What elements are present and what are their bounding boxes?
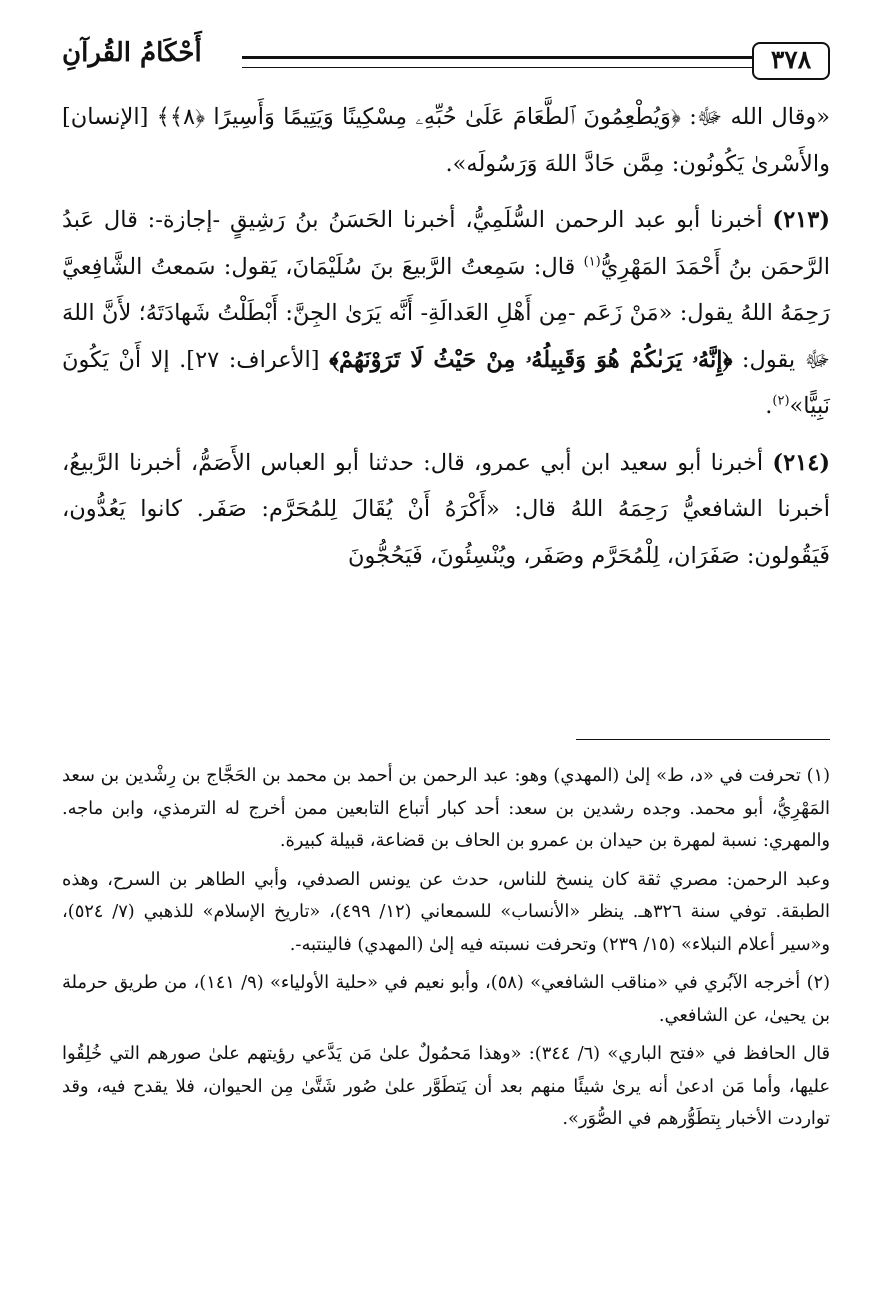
book-title: أَحْكَامُ القُرآنِ <box>62 38 202 68</box>
footnote-text: تحرفت في «د، ط» إلىٰ (المهدي) وهو: عبد الرحمن بن أحمد بن محمد بن الحَجَّاج بن رِشْدين بن سعد المَهْرِيُّ، أبو محمد. وجده رشدين بن سعد: أحد كبار أتباع التابعين ممن أخرج له الترمذي، وابن ماجه. والمهري: نسبة لمهرة بن حيدان بن عمرو بن الحاف بن قضاعة، قبيلة كبيرة. <box>62 765 830 851</box>
narration-text: . <box>765 393 773 419</box>
narration-213 <box>62 197 830 430</box>
page-number: ٣٧٨ <box>752 42 830 80</box>
narration-text: أخبرنا أبو سعيد ابن أبي عمرو، قال: حدثنا أبو العباس الأَصَمُّ، أخبرنا الرَّبيعُ، أخبرنا الشافعيُّ رَحِمَهُ اللهُ قال: «أَكْرَهُ أَنْ يُقَالَ لِلمُحَرَّم: صَفَر. كانوا يَعُدُّون، فَيَقُولون: صَفَرَان، لِلْمُحَرَّم وصَفَر، ويُنْسِئُونَ، فَيَحُجُّونَ <box>62 449 830 569</box>
footnote-ref[interactable]: (١) <box>583 254 601 269</box>
footnote-ref[interactable]: (٢) <box>772 393 790 409</box>
narration-214 <box>62 440 830 580</box>
footnote-text: قال الحافظ في «فتح الباري» (٦/ ٣٤٤): «وهذا مَحمُولٌ علىٰ مَن يَدَّعي رؤيتهم علىٰ صورهم التي خُلِقُوا عليها، وأما مَن ادعىٰ أنه يرىٰ شيئًا منهم بعد أن يَتطَوَّر علىٰ صُور شَتَّىٰ مِن الحيوان، فلا يقدح فيه، وقد تواردت الأخبار بِتطَوُّرهم في الصُّوَر». <box>62 1043 830 1129</box>
footnote-separator <box>576 739 830 740</box>
main-text <box>62 94 830 579</box>
narration-text: أخبرنا أبو عبد الرحمن السُّلَمِيُّ، أخبرنا الحَسَنُ بنُ رَشِيقٍ -إجازة-: قال عَبدُ الرَّحمَن بنُ أَحْمَدَ المَهْرِيُّ <box>62 207 830 280</box>
footnote-text: وعبد الرحمن: مصري ثقة كان ينسخ للناس، حدث عن يونس الصدفي، وأبي الطاهر بن السرح، وهذه الطبقة. توفي سنة ٣٢٦هـ. ينظر «الأنساب» للسمعاني (١٢/ ٤٩٩)، «تاريخ الإسلام» للذهبي (٧/ ٥٢٤)، و«سير أعلام النبلاء» (١٥/ ٢٣٩) وتحرفت نسبته فيه إلىٰ (المهدي) فالينتبه-. <box>62 868 830 955</box>
paragraph-quran-verse <box>62 94 830 187</box>
footnote-number: (٢) <box>806 972 830 993</box>
footnote-number: (١) <box>806 765 830 786</box>
footnote-1-continued <box>62 864 830 962</box>
book-page <box>62 36 830 1266</box>
footnote-2 <box>62 967 830 1032</box>
footnote-2-continued <box>62 1038 830 1136</box>
header-rule <box>242 56 752 68</box>
quran-quote: ﴿إِنَّهُۥ يَرَىٰكُمْ هُوَ وَقَبِيلُهُۥ مِنْ حَيْثُ لَا تَرَوْنَهُمْ﴾ <box>329 346 733 373</box>
narration-number: (٢١٤) <box>772 449 830 476</box>
page-header <box>62 36 830 88</box>
narration-text: [الأعراف: ٢٧]. إلا أَنْ يَكُونَ نَبِيًّا» <box>62 346 830 419</box>
footnote-text: أخرجه الآبُري في «مناقب الشافعي» (٥٨)، وأبو نعيم في «حلية الأولياء» (٩/ ١٤١)، من طريق حرملة بن يحيىٰ، عن الشافعي. <box>62 972 830 1026</box>
narration-text: قال: سَمِعتُ الرَّبيعَ بنَ سُلَيْمَانَ، يَقول: سَمعتُ الشَّافِعيَّ رَحِمَهُ اللهُ يقول: «مَنْ زَعَم -مِن أَهْلِ العَدالَةِ- أَنَّه يَرَىٰ الجِنَّ: أَبْطَلْتُ شَهادَتَهُ؛ لأَنَّ اللهَ ﷻ يقول: <box>62 253 830 373</box>
paragraph-text: «وقال الله ﷻ: ﴿وَيُطْعِمُونَ ٱلطَّعَامَ عَلَىٰ حُبِّهِۦ مِسْكِينًا وَيَتِيمًا وَأَسِيرًا ﴿٨﴾﴾ [الإنسان] والأَسْرىٰ يَكُونُون: مِمَّن حَادَّ اللهَ وَرَسُولَه». <box>62 104 831 177</box>
narration-number: (٢١٣) <box>772 207 830 233</box>
footnote-1 <box>62 760 830 858</box>
footnotes <box>62 760 830 1136</box>
